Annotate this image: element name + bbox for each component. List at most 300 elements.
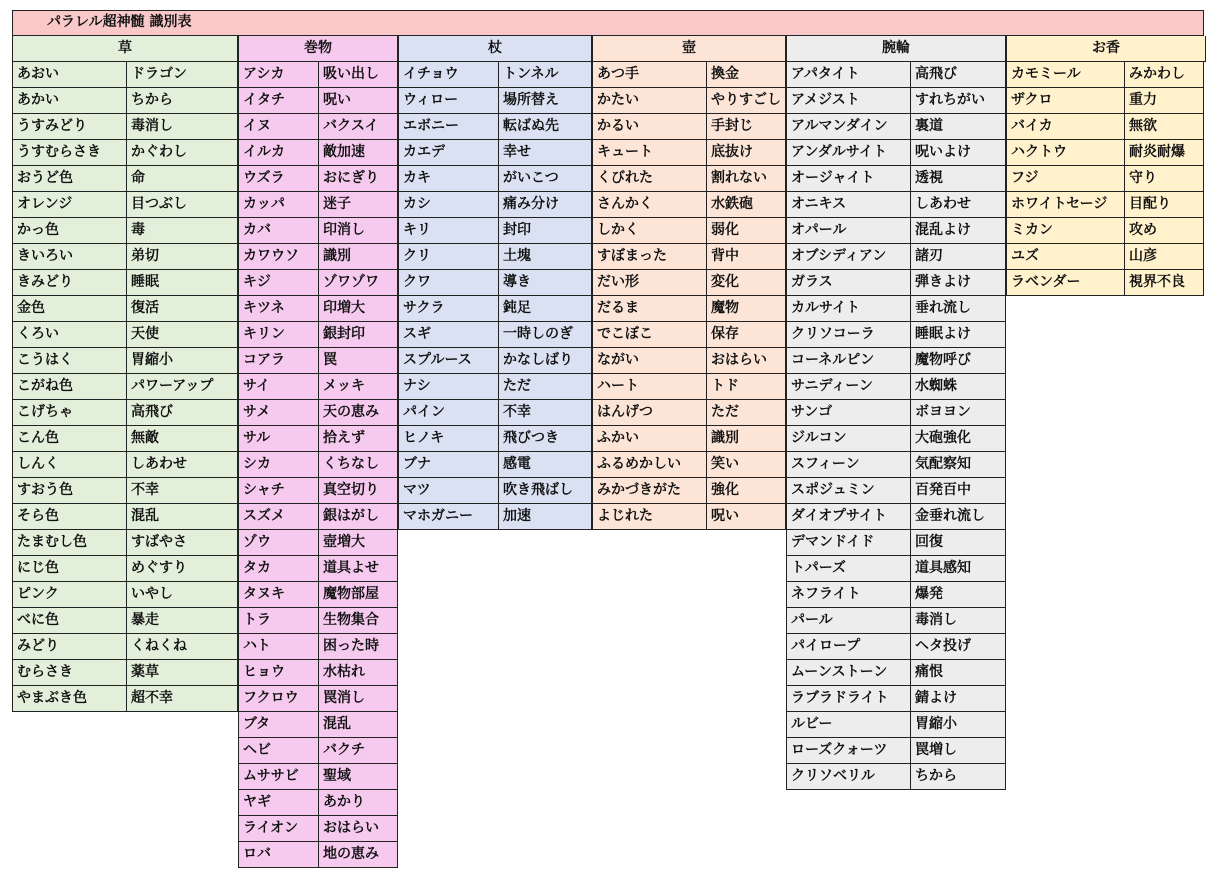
unidentified-name-cell: ラベンダー <box>1006 270 1124 295</box>
unidentified-name-cell: ラブラドライト <box>786 686 910 711</box>
unidentified-name-cell: スズメ <box>238 504 318 529</box>
table-row <box>12 452 238 478</box>
item-name-cell: 諸刃 <box>910 244 1006 269</box>
item-name-cell: 胃縮小 <box>910 712 1006 737</box>
unidentified-name-cell: ナシ <box>398 374 498 399</box>
item-name-cell: 道具感知 <box>910 556 1006 581</box>
item-name-cell: すれちがい <box>910 88 1006 113</box>
unidentified-name-cell: こがね色 <box>12 374 126 399</box>
unidentified-name-cell: クリ <box>398 244 498 269</box>
unidentified-name-cell: イルカ <box>238 140 318 165</box>
table-row <box>398 374 592 400</box>
item-name-cell: 加速 <box>498 504 592 529</box>
item-name-cell: 暴走 <box>126 608 238 633</box>
table-row <box>12 218 238 244</box>
table-row <box>786 400 1006 426</box>
table-row <box>12 62 238 88</box>
category-header: お香 <box>1006 36 1206 62</box>
unidentified-name-cell: キュート <box>592 140 706 165</box>
table-row <box>12 270 238 296</box>
unidentified-name-cell: クリソベリル <box>786 764 910 789</box>
item-name-cell: 敵加速 <box>318 140 398 165</box>
item-name-cell: 場所替え <box>498 88 592 113</box>
unidentified-name-cell: マツ <box>398 478 498 503</box>
table-row <box>238 218 398 244</box>
table-row <box>786 738 1006 764</box>
item-name-cell: 薬草 <box>126 660 238 685</box>
unidentified-name-cell: あかい <box>12 88 126 113</box>
table-row <box>238 452 398 478</box>
category-header: 杖 <box>398 36 592 62</box>
item-name-cell: パワーアップ <box>126 374 238 399</box>
table-row <box>12 634 238 660</box>
item-name-cell: 真空切り <box>318 478 398 503</box>
unidentified-name-cell: スギ <box>398 322 498 347</box>
item-name-cell: 水蜘蛛 <box>910 374 1006 399</box>
category-column <box>12 62 238 712</box>
category-column <box>398 62 592 530</box>
item-name-cell: ただ <box>706 400 786 425</box>
item-name-cell: くねくね <box>126 634 238 659</box>
table-row <box>12 244 238 270</box>
unidentified-name-cell: べに色 <box>12 608 126 633</box>
item-name-cell: 透視 <box>910 166 1006 191</box>
table-row <box>786 322 1006 348</box>
table-row <box>398 504 592 530</box>
item-name-cell: 罠消し <box>318 686 398 711</box>
item-name-cell: 道具よせ <box>318 556 398 581</box>
item-name-cell: 水枯れ <box>318 660 398 685</box>
unidentified-name-cell: イタチ <box>238 88 318 113</box>
item-name-cell: 金垂れ流し <box>910 504 1006 529</box>
unidentified-name-cell: ふかい <box>592 426 706 451</box>
table-row <box>786 530 1006 556</box>
table-row <box>238 712 398 738</box>
item-name-cell: 封印 <box>498 218 592 243</box>
unidentified-name-cell: フクロウ <box>238 686 318 711</box>
item-name-cell: かぐわし <box>126 140 238 165</box>
table-row <box>12 192 238 218</box>
table-row <box>786 140 1006 166</box>
item-name-cell: 裏道 <box>910 114 1006 139</box>
unidentified-name-cell: パイロープ <box>786 634 910 659</box>
table-row <box>12 660 238 686</box>
unidentified-name-cell: ザクロ <box>1006 88 1124 113</box>
unidentified-name-cell: シカ <box>238 452 318 477</box>
unidentified-name-cell: アンダルサイト <box>786 140 910 165</box>
item-name-cell: 耐炎耐爆 <box>1124 140 1204 165</box>
unidentified-name-cell: オニキス <box>786 192 910 217</box>
unidentified-name-cell: こん色 <box>12 426 126 451</box>
unidentified-name-cell: よじれた <box>592 504 706 529</box>
item-name-cell: 睡眠よけ <box>910 322 1006 347</box>
item-name-cell: 呪い <box>318 88 398 113</box>
item-name-cell: 生物集合 <box>318 608 398 633</box>
unidentified-name-cell: みかづきがた <box>592 478 706 503</box>
item-name-cell: 攻め <box>1124 218 1204 243</box>
category-column <box>238 62 398 868</box>
item-name-cell: 胃縮小 <box>126 348 238 373</box>
table-row <box>786 114 1006 140</box>
item-name-cell: 吸い出し <box>318 62 398 87</box>
table-row <box>786 348 1006 374</box>
item-name-cell: 気配察知 <box>910 452 1006 477</box>
table-row <box>12 530 238 556</box>
item-name-cell: 守り <box>1124 166 1204 191</box>
item-name-cell: 重力 <box>1124 88 1204 113</box>
table-row <box>12 400 238 426</box>
table-row <box>238 244 398 270</box>
table-row <box>592 244 786 270</box>
unidentified-name-cell: サニディーン <box>786 374 910 399</box>
unidentified-name-cell: イチョウ <box>398 62 498 87</box>
table-row <box>786 608 1006 634</box>
item-name-cell: 無敵 <box>126 426 238 451</box>
item-name-cell: 土塊 <box>498 244 592 269</box>
item-name-cell: 手封じ <box>706 114 786 139</box>
unidentified-name-cell: イヌ <box>238 114 318 139</box>
item-name-cell: しあわせ <box>910 192 1006 217</box>
unidentified-name-cell: ジルコン <box>786 426 910 451</box>
item-name-cell: 混乱よけ <box>910 218 1006 243</box>
table-row <box>786 478 1006 504</box>
table-row <box>1006 218 1204 244</box>
table-row <box>238 62 398 88</box>
unidentified-name-cell: カエデ <box>398 140 498 165</box>
unidentified-name-cell: クワ <box>398 270 498 295</box>
unidentified-name-cell: すぼまった <box>592 244 706 269</box>
item-name-cell: 印増大 <box>318 296 398 321</box>
item-name-cell: みかわし <box>1124 62 1204 87</box>
unidentified-name-cell: くびれた <box>592 166 706 191</box>
unidentified-name-cell: オージャイト <box>786 166 910 191</box>
item-name-cell: 目配り <box>1124 192 1204 217</box>
unidentified-name-cell: マホガニー <box>398 504 498 529</box>
table-row <box>12 348 238 374</box>
unidentified-name-cell: フジ <box>1006 166 1124 191</box>
table-row <box>12 166 238 192</box>
table-row <box>786 244 1006 270</box>
table-row <box>398 62 592 88</box>
category-column <box>786 62 1006 790</box>
unidentified-name-cell: キジ <box>238 270 318 295</box>
unidentified-name-cell: コーネルピン <box>786 348 910 373</box>
unidentified-name-cell: スポジュミン <box>786 478 910 503</box>
unidentified-name-cell: だるま <box>592 296 706 321</box>
item-name-cell: 高飛び <box>910 62 1006 87</box>
unidentified-name-cell: サンゴ <box>786 400 910 425</box>
item-name-cell: 困った時 <box>318 634 398 659</box>
item-name-cell: 吹き飛ばし <box>498 478 592 503</box>
table-row <box>238 140 398 166</box>
item-name-cell: 混乱 <box>126 504 238 529</box>
table-row <box>238 842 398 868</box>
unidentified-name-cell: かたい <box>592 88 706 113</box>
table-row <box>1006 244 1204 270</box>
item-name-cell: おはらい <box>318 816 398 841</box>
table-row <box>238 660 398 686</box>
table-row <box>398 114 592 140</box>
table-row <box>786 166 1006 192</box>
item-name-cell: 視界不良 <box>1124 270 1204 295</box>
table-row <box>592 478 786 504</box>
item-name-cell: 魔物部屋 <box>318 582 398 607</box>
item-name-cell: 痛恨 <box>910 660 1006 685</box>
item-name-cell: 転ばぬ先 <box>498 114 592 139</box>
unidentified-name-cell: ふるめかしい <box>592 452 706 477</box>
item-name-cell: 回復 <box>910 530 1006 555</box>
item-name-cell: あかり <box>318 790 398 815</box>
unidentified-name-cell: あおい <box>12 62 126 87</box>
table-row <box>786 426 1006 452</box>
table-row <box>592 270 786 296</box>
table-row <box>238 192 398 218</box>
unidentified-name-cell: ウズラ <box>238 166 318 191</box>
unidentified-name-cell: にじ色 <box>12 556 126 581</box>
item-name-cell: 幸せ <box>498 140 592 165</box>
unidentified-name-cell: パイン <box>398 400 498 425</box>
unidentified-name-cell: たまむし色 <box>12 530 126 555</box>
unidentified-name-cell: くろい <box>12 322 126 347</box>
item-name-cell: 毒 <box>126 218 238 243</box>
item-name-cell: 壺増大 <box>318 530 398 555</box>
table-row <box>786 452 1006 478</box>
unidentified-name-cell: うすむらさき <box>12 140 126 165</box>
unidentified-name-cell: ライオン <box>238 816 318 841</box>
unidentified-name-cell: ブタ <box>238 712 318 737</box>
item-name-cell: 水鉄砲 <box>706 192 786 217</box>
item-name-cell: 無欲 <box>1124 114 1204 139</box>
unidentified-name-cell: カワウソ <box>238 244 318 269</box>
table-row <box>398 348 592 374</box>
table-row <box>592 218 786 244</box>
item-name-cell: やりすごし <box>706 88 786 113</box>
item-name-cell: 超不幸 <box>126 686 238 711</box>
unidentified-name-cell: ヒノキ <box>398 426 498 451</box>
item-name-cell: 底抜け <box>706 140 786 165</box>
table-row <box>238 608 398 634</box>
item-name-cell: 垂れ流し <box>910 296 1006 321</box>
unidentified-name-cell: ヒョウ <box>238 660 318 685</box>
table-row <box>786 218 1006 244</box>
table-row <box>398 478 592 504</box>
unidentified-name-cell: タカ <box>238 556 318 581</box>
item-name-cell: 罠 <box>318 348 398 373</box>
table-row <box>786 296 1006 322</box>
item-name-cell: 天使 <box>126 322 238 347</box>
unidentified-name-cell: ハト <box>238 634 318 659</box>
table-row <box>592 192 786 218</box>
unidentified-name-cell: ユズ <box>1006 244 1124 269</box>
item-name-cell: 大砲強化 <box>910 426 1006 451</box>
unidentified-name-cell: スフィーン <box>786 452 910 477</box>
item-name-cell: 鈍足 <box>498 296 592 321</box>
table-row <box>238 114 398 140</box>
table-row <box>238 400 398 426</box>
unidentified-name-cell: カルサイト <box>786 296 910 321</box>
table-row <box>398 218 592 244</box>
item-name-cell: めぐすり <box>126 556 238 581</box>
table-row <box>592 62 786 88</box>
unidentified-name-cell: カモミール <box>1006 62 1124 87</box>
item-name-cell: 睡眠 <box>126 270 238 295</box>
unidentified-name-cell: はんげつ <box>592 400 706 425</box>
unidentified-name-cell: きみどり <box>12 270 126 295</box>
table-row <box>592 348 786 374</box>
item-name-cell: ヘタ投げ <box>910 634 1006 659</box>
table-row <box>398 322 592 348</box>
table-row <box>238 426 398 452</box>
unidentified-name-cell: しかく <box>592 218 706 243</box>
item-name-cell: 魔物呼び <box>910 348 1006 373</box>
unidentified-name-cell: きいろい <box>12 244 126 269</box>
item-name-cell: 拾えず <box>318 426 398 451</box>
unidentified-name-cell: ローズクォーツ <box>786 738 910 763</box>
category-header: 草 <box>12 36 238 62</box>
item-name-cell: 一時しのぎ <box>498 322 592 347</box>
table-row <box>238 582 398 608</box>
unidentified-name-cell: ホワイトセージ <box>1006 192 1124 217</box>
unidentified-name-cell: ムササビ <box>238 764 318 789</box>
unidentified-name-cell: アシカ <box>238 62 318 87</box>
table-row <box>786 504 1006 530</box>
category-header: 巻物 <box>238 36 398 62</box>
item-name-cell: しあわせ <box>126 452 238 477</box>
table-row <box>592 88 786 114</box>
table-row <box>12 582 238 608</box>
table-row <box>12 374 238 400</box>
table-row <box>786 712 1006 738</box>
item-name-cell: ちから <box>910 764 1006 789</box>
item-name-cell: 魔物 <box>706 296 786 321</box>
item-name-cell: メッキ <box>318 374 398 399</box>
unidentified-name-cell: カキ <box>398 166 498 191</box>
unidentified-name-cell: 金色 <box>12 296 126 321</box>
category-header: 壺 <box>592 36 786 62</box>
item-name-cell: 銀はがし <box>318 504 398 529</box>
category-column <box>592 62 786 530</box>
item-name-cell: 不幸 <box>126 478 238 503</box>
table-row <box>238 88 398 114</box>
table-row <box>592 452 786 478</box>
unidentified-name-cell: ヘビ <box>238 738 318 763</box>
unidentified-name-cell: エボニー <box>398 114 498 139</box>
item-name-cell: くちなし <box>318 452 398 477</box>
unidentified-name-cell: ハクトウ <box>1006 140 1124 165</box>
item-name-cell: 罠増し <box>910 738 1006 763</box>
table-row <box>398 166 592 192</box>
unidentified-name-cell: ネフライト <box>786 582 910 607</box>
table-row <box>398 400 592 426</box>
sheet-title: パラレル超神髄 識別表 <box>12 10 1204 36</box>
unidentified-name-cell: だい形 <box>592 270 706 295</box>
item-name-cell: 不幸 <box>498 400 592 425</box>
item-name-cell: 迷子 <box>318 192 398 217</box>
unidentified-name-cell: おうど色 <box>12 166 126 191</box>
table-row <box>786 582 1006 608</box>
table-row <box>12 608 238 634</box>
unidentified-name-cell: カシ <box>398 192 498 217</box>
item-name-cell: 識別 <box>318 244 398 269</box>
table-row <box>592 166 786 192</box>
item-name-cell: 強化 <box>706 478 786 503</box>
table-row <box>12 322 238 348</box>
table-row <box>786 270 1006 296</box>
item-name-cell: 聖域 <box>318 764 398 789</box>
table-row <box>238 166 398 192</box>
unidentified-name-cell: アパタイト <box>786 62 910 87</box>
unidentified-name-cell: むらさき <box>12 660 126 685</box>
table-row <box>592 322 786 348</box>
unidentified-name-cell: ルビー <box>786 712 910 737</box>
unidentified-name-cell: ガラス <box>786 270 910 295</box>
item-name-cell: 天の恵み <box>318 400 398 425</box>
table-row <box>786 660 1006 686</box>
table-row <box>592 504 786 530</box>
unidentified-name-cell: ピンク <box>12 582 126 607</box>
unidentified-name-cell: トパーズ <box>786 556 910 581</box>
unidentified-name-cell: ミカン <box>1006 218 1124 243</box>
item-name-cell: 地の恵み <box>318 842 398 867</box>
table-row <box>592 140 786 166</box>
unidentified-name-cell: ダイオプサイト <box>786 504 910 529</box>
table-row <box>398 88 592 114</box>
unidentified-name-cell: シャチ <box>238 478 318 503</box>
table-row <box>238 296 398 322</box>
unidentified-name-cell: オブシディアン <box>786 244 910 269</box>
table-row <box>238 790 398 816</box>
table-row <box>786 374 1006 400</box>
item-name-cell: 変化 <box>706 270 786 295</box>
table-row <box>398 270 592 296</box>
table-row <box>238 764 398 790</box>
item-name-cell: すばやさ <box>126 530 238 555</box>
item-name-cell: トド <box>706 374 786 399</box>
table-row <box>12 114 238 140</box>
table-row <box>592 426 786 452</box>
unidentified-name-cell: うすみどり <box>12 114 126 139</box>
table-row <box>238 686 398 712</box>
unidentified-name-cell: ハート <box>592 374 706 399</box>
item-name-cell: おはらい <box>706 348 786 373</box>
item-name-cell: 識別 <box>706 426 786 451</box>
item-name-cell: 弟切 <box>126 244 238 269</box>
table-row <box>398 426 592 452</box>
table-row <box>238 634 398 660</box>
unidentified-name-cell: ブナ <box>398 452 498 477</box>
item-name-cell: 毒消し <box>126 114 238 139</box>
table-row <box>398 296 592 322</box>
item-name-cell: ゾワゾワ <box>318 270 398 295</box>
item-name-cell: 高飛び <box>126 400 238 425</box>
item-name-cell: ボヨヨン <box>910 400 1006 425</box>
item-name-cell: 保存 <box>706 322 786 347</box>
table-row <box>1006 114 1204 140</box>
unidentified-name-cell: オレンジ <box>12 192 126 217</box>
table-row <box>786 88 1006 114</box>
unidentified-name-cell: ロバ <box>238 842 318 867</box>
table-row <box>238 374 398 400</box>
unidentified-name-cell: デマンドイド <box>786 530 910 555</box>
unidentified-name-cell: かるい <box>592 114 706 139</box>
unidentified-name-cell: こうはく <box>12 348 126 373</box>
table-row <box>786 764 1006 790</box>
table-row <box>786 686 1006 712</box>
item-name-cell: 換金 <box>706 62 786 87</box>
table-row <box>1006 166 1204 192</box>
unidentified-name-cell: こげちゃ <box>12 400 126 425</box>
unidentified-name-cell: サメ <box>238 400 318 425</box>
